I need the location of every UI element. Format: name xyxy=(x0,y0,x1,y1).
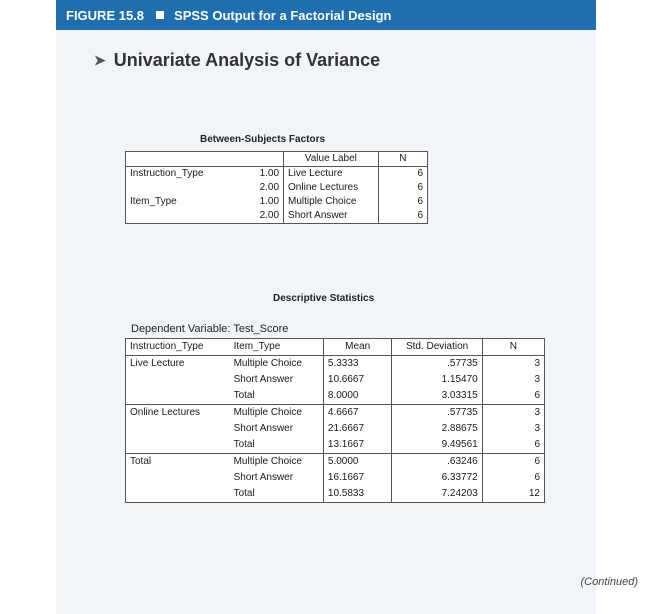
instruction-cell xyxy=(126,372,230,388)
dependent-variable-label: Dependent Variable: Test_Score xyxy=(131,323,289,335)
n-value: 6 xyxy=(378,195,427,209)
mean-cell: 16.1667 xyxy=(323,470,392,486)
instruction-cell xyxy=(126,437,230,454)
figure-title: SPSS Output for a Factorial Design xyxy=(174,7,392,23)
n-cell: 6 xyxy=(482,388,544,405)
instruction-cell xyxy=(126,486,230,503)
n-cell: 12 xyxy=(482,486,544,503)
col-instruction: Instruction_Type xyxy=(126,339,230,356)
figure-header xyxy=(56,0,596,30)
value-label: Short Answer xyxy=(284,209,379,224)
between-subjects-table xyxy=(125,151,428,224)
n-value: 6 xyxy=(378,167,427,182)
page-background xyxy=(56,0,596,614)
mean-cell: 10.5833 xyxy=(323,486,392,503)
table-row xyxy=(126,209,428,224)
col-sd: Std. Deviation xyxy=(392,339,482,356)
arrow-right-icon: ➤ xyxy=(94,52,106,68)
instruction-cell xyxy=(126,470,230,486)
section-title: Univariate Analysis of Variance xyxy=(113,50,381,70)
factor-value: 2.00 xyxy=(259,182,280,193)
factor-value: 1.00 xyxy=(259,196,280,207)
mean-cell: 21.6667 xyxy=(323,421,392,437)
table-row xyxy=(126,486,545,503)
n-cell: 3 xyxy=(482,421,544,437)
table-row xyxy=(126,195,428,209)
col-item: Item_Type xyxy=(230,339,324,356)
item-cell: Total xyxy=(230,486,324,503)
mean-cell: 5.3333 xyxy=(323,356,392,373)
descriptive-caption: Descriptive Statistics xyxy=(273,293,375,304)
table-row xyxy=(126,356,545,373)
col-value-label: Value Label xyxy=(284,152,379,167)
item-cell: Short Answer xyxy=(233,472,294,483)
n-cell: 3 xyxy=(482,356,544,373)
table-header-row xyxy=(126,152,428,167)
item-cell: Total xyxy=(230,388,324,405)
mean-cell: 4.6667 xyxy=(323,405,392,422)
factor-name xyxy=(126,181,235,195)
item-cell: Short Answer xyxy=(233,374,294,385)
table-row xyxy=(126,437,545,454)
n-value: 6 xyxy=(378,181,427,195)
sd-cell: .57735 xyxy=(392,405,482,422)
instruction-cell: Live Lecture xyxy=(126,356,230,373)
sd-cell: .57735 xyxy=(392,356,482,373)
mean-cell: 13.1667 xyxy=(323,437,392,454)
section-title-row xyxy=(94,50,380,71)
table-row xyxy=(126,421,545,437)
factor-name: Instruction_Type xyxy=(126,167,235,182)
n-cell: 3 xyxy=(482,372,544,388)
instruction-cell xyxy=(126,421,230,437)
sd-cell: 1.15470 xyxy=(392,372,482,388)
figure-number: FIGURE 15.8 xyxy=(66,7,145,23)
table-row xyxy=(126,372,545,388)
table-row xyxy=(126,454,545,471)
instruction-cell xyxy=(126,388,230,405)
sd-cell: .63246 xyxy=(392,454,482,471)
table-row xyxy=(126,470,545,486)
table-header-row xyxy=(126,339,545,356)
item-cell: Multiple Choice xyxy=(233,456,302,467)
sd-cell: 9.49561 xyxy=(392,437,482,454)
item-cell: Multiple Choice xyxy=(233,358,302,369)
sd-cell: 7.24203 xyxy=(392,486,482,503)
col-n: N xyxy=(482,339,544,356)
factor-value: 2.00 xyxy=(235,209,284,224)
col-n: N xyxy=(378,152,427,167)
sd-cell: 3.03315 xyxy=(392,388,482,405)
between-subjects-caption: Between-Subjects Factors xyxy=(200,134,326,145)
item-cell: Short Answer xyxy=(233,423,294,434)
n-cell: 6 xyxy=(482,470,544,486)
mean-cell: 8.0000 xyxy=(323,388,392,405)
sd-cell: 6.33772 xyxy=(392,470,482,486)
table-row xyxy=(126,181,428,195)
mean-cell: 10.6667 xyxy=(323,372,392,388)
square-bullet-icon xyxy=(156,11,164,19)
col-mean: Mean xyxy=(323,339,392,356)
table-row xyxy=(126,388,545,405)
n-cell: 6 xyxy=(482,454,544,471)
table-row xyxy=(126,405,545,422)
factor-name: Item_Type xyxy=(126,195,235,209)
value-label: Live Lecture xyxy=(284,167,379,182)
factor-value: 1.00 xyxy=(235,167,284,182)
n-cell: 3 xyxy=(482,405,544,422)
continued-note: (Continued) xyxy=(580,576,638,588)
table-row xyxy=(126,167,428,182)
instruction-cell: Online Lectures xyxy=(126,405,230,422)
item-cell: Multiple Choice xyxy=(233,407,302,418)
n-value: 6 xyxy=(378,209,427,224)
value-label: Multiple Choice xyxy=(284,195,379,209)
mean-cell: 5.0000 xyxy=(323,454,392,471)
descriptive-stats-table xyxy=(125,338,545,503)
instruction-cell: Total xyxy=(126,454,230,471)
n-cell: 6 xyxy=(482,437,544,454)
factor-name xyxy=(126,209,235,224)
item-cell: Total xyxy=(230,437,324,454)
sd-cell: 2.88675 xyxy=(392,421,482,437)
value-label: Online Lectures xyxy=(284,181,379,195)
